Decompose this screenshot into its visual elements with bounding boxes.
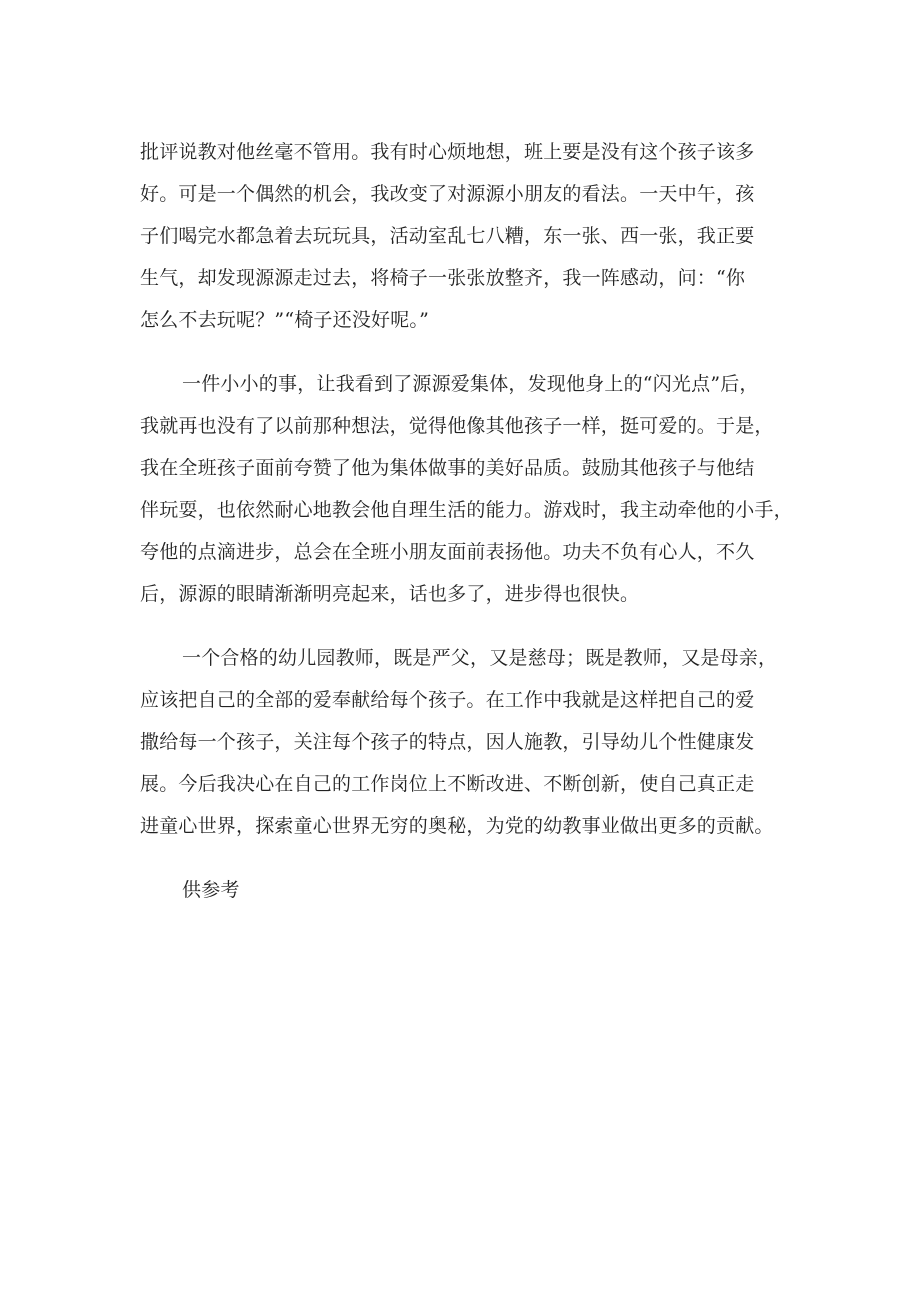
- text-line: 伴玩耍，也依然耐心地教会他自理生活的能力。游戏时，我主动牵他的小手，: [140, 499, 793, 521]
- text-line: 我在全班孩子面前夸赞了他为集体做事的美好品质。鼓励其他孩子与他结: [140, 457, 755, 479]
- text-line: 子们喝完水都急着去玩玩具，活动室乱七八糟，东一张、西一张，我正要: [140, 225, 755, 247]
- text-line: 撒给每一个孩子，关注每个孩子的特点，因人施教，引导幼儿个性健康发: [140, 731, 755, 753]
- text-line: 怎么不去玩呢？”“椅子还没好呢。”: [140, 309, 430, 331]
- text-line: 一件小小的事，让我看到了源源爱集体，发现他身上的“闪光点”后，: [182, 373, 759, 395]
- text-line: 批评说教对他丝毫不管用。我有时心烦地想，班上要是没有这个孩子该多: [140, 141, 755, 163]
- text-line: 进童心世界，探索童心世界无穷的奥秘，为党的幼教事业做出更多的贡献。: [140, 815, 774, 837]
- text-line: 后，源源的眼睛渐渐明亮起来，话也多了，进步得也很快。: [140, 583, 640, 605]
- text-line: 生气，却发现源源走过去，将椅子一张张放整齐，我一阵感动，问：“你: [140, 267, 746, 289]
- closing-note: 供参考: [182, 879, 240, 901]
- text-line: 一个合格的幼儿园教师，既是严父，又是慈母；既是教师，又是母亲，: [182, 647, 778, 669]
- text-line: 好。可是一个偶然的机会，我改变了对源源小朋友的看法。一天中午，孩: [140, 183, 755, 205]
- text-line: 应该把自己的全部的爱奉献给每个孩子。在工作中我就是这样把自己的爱: [140, 689, 755, 711]
- text-line: 展。今后我决心在自己的工作岗位上不断改进、不断创新，使自己真正走: [140, 773, 755, 795]
- text-line: 我就再也没有了以前那种想法，觉得他像其他孩子一样，挺可爱的。于是，: [140, 415, 774, 437]
- text-line: 夸他的点滴进步，总会在全班小朋友面前表扬他。功夫不负有心人，不久: [140, 541, 755, 563]
